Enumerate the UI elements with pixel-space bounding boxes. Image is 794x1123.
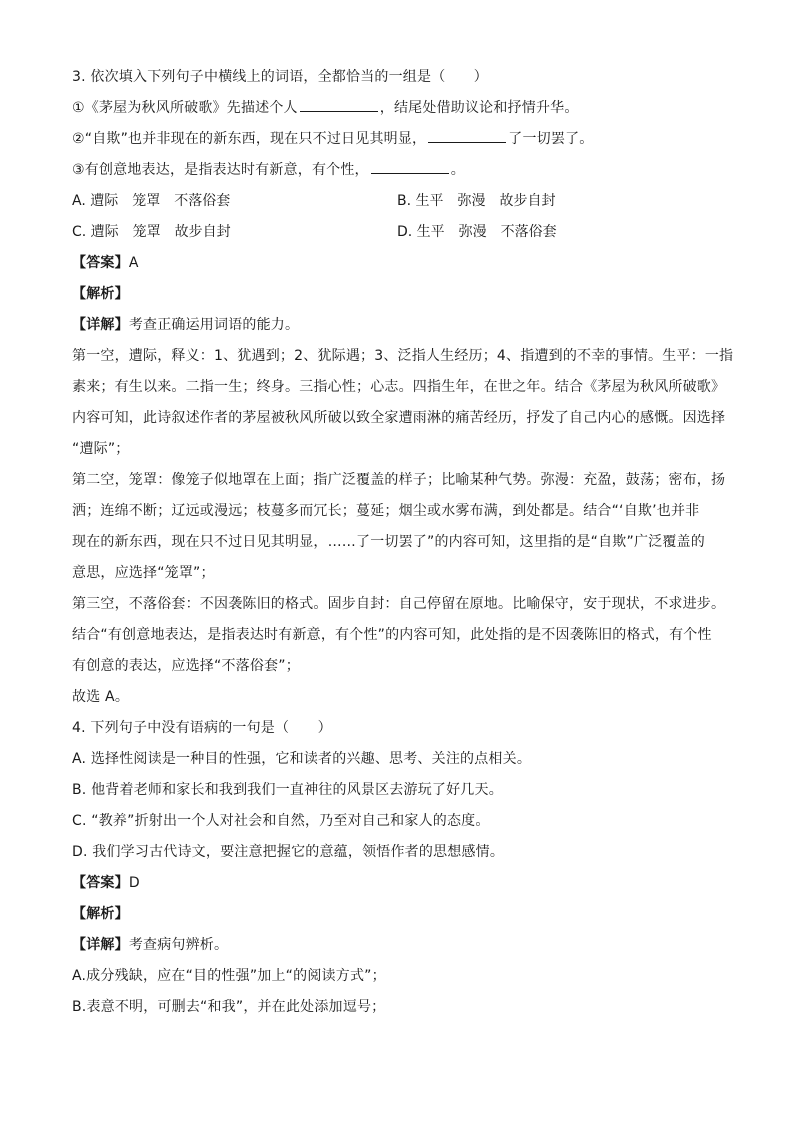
- question-3-options-row-1: [72, 186, 724, 217]
- explain-line: 素来；有生以来。二指一生；终身。三指心性；心志。四指生年，在世之年。结合《茅屋为秋风所破歌》: [72, 379, 726, 395]
- explain-line: A.成分残缺，应在“目的性强”加上“的阅读方式”；: [72, 968, 386, 984]
- q4-detail: [72, 930, 724, 961]
- explain-line: B.表意不明，可删去“和我”，并在此处添加逗号；: [72, 999, 386, 1015]
- sentence-2-before: ②“自欺”也并非现在的新东西，现在只不过日见其明显，: [72, 131, 427, 147]
- question-3-sentence-1: [72, 93, 724, 124]
- question-4-stem: 4. 下列句子中没有语病的一句是（ ）: [72, 720, 332, 736]
- q4-analysis-tag: [72, 899, 724, 930]
- sentence-1-after: ，结尾处借助议论和抒情升华。: [379, 100, 579, 116]
- answer-tag: 【答案】: [72, 875, 129, 891]
- q3-option-d: D. 生平 弥漫 不落俗套: [397, 224, 557, 240]
- answer-value: D: [128, 875, 140, 891]
- explain-line: 有创意的表达，应选择“不落俗套”；: [72, 658, 300, 674]
- q3-analysis-tag: [72, 279, 724, 310]
- analysis-tag: 【解析】: [72, 906, 129, 922]
- detail-intro: 考查病句辨析。: [128, 937, 229, 953]
- sentence-3-after: 。: [450, 162, 465, 178]
- explain-line: 故选 A。: [72, 689, 130, 705]
- q4-option-b: B. 他背着老师和家长和我到我们一直神往的风景区去游玩了好几天。: [72, 782, 503, 798]
- explain-line: 第三空，不落俗套：不因袭陈旧的格式。固步自封：自己停留在原地。比喻保守，安于现状，不求进步。: [72, 596, 726, 612]
- explain-line: 第二空，笼罩：像笼子似地罩在上面；指广泛覆盖的样子；比喻某种气势。弥漫：充盈，鼓荡；密布，扬: [72, 472, 726, 488]
- detail-intro: 考查正确运用词语的能力。: [128, 317, 300, 333]
- question-3-options-row-2: [72, 217, 724, 248]
- blank-1: [300, 97, 378, 112]
- detail-tag: 【详解】: [72, 317, 129, 333]
- detail-tag: 【详解】: [72, 937, 129, 953]
- analysis-tag: 【解析】: [72, 286, 129, 302]
- q3-answer: [72, 248, 724, 279]
- sentence-2-after: 了一切罢了。: [508, 131, 594, 147]
- q4-option-a: A. 选择性阅读是一种目的性强，它和读者的兴趣、思考、关注的点相关。: [72, 751, 532, 767]
- blank-2: [428, 128, 506, 143]
- answer-tag: 【答案】: [72, 255, 129, 271]
- q4-option-c: C. “教养”折射出一个人对社会和自然，乃至对自己和家人的态度。: [72, 813, 490, 829]
- q3-detail: [72, 310, 724, 341]
- explain-line: 意思，应选择“笼罩”；: [72, 565, 215, 581]
- explain-line: “遭际”；: [72, 441, 130, 457]
- sentence-3-before: ③有创意地表达，是指表达时有新意，有个性，: [72, 162, 369, 178]
- document-page: [72, 62, 734, 1023]
- q4-answer: [72, 868, 724, 899]
- q3-option-b: B. 生平 弥漫 故步自封: [397, 193, 556, 209]
- explain-line: 结合“有创意地表达，是指表达时有新意，有个性”的内容可知，此处指的是不因袭陈旧的格式，有个性: [72, 627, 712, 643]
- q3-option-a: A. 遭际 笼罩 不落俗套: [72, 193, 231, 209]
- q3-explanation: [72, 341, 734, 713]
- sentence-1-before: ①《茅屋为秋风所破歌》先描述个人: [72, 100, 298, 116]
- question-3-stem: 3. 依次填入下列句子中横线上的词语，全都恰当的一组是（ ）: [72, 69, 489, 85]
- question-3-sentence-3: [72, 155, 724, 186]
- explain-line: 现在的新东西，现在只不过日见其明显，……了一切罢了”的内容可知，这里指的是“自欺”广泛覆盖的: [72, 534, 705, 550]
- explain-line: 第一空，遭际，释义：1、犹遇到；2、犹际遇；3、泛指人生经历；4、指遭到的不幸的事情。生平：一指: [72, 348, 734, 364]
- explain-line: 洒；连绵不断；辽远或漫远；枝蔓多而冗长；蔓延；烟尘或水雾布满，到处都是。结合“‘自欺’也并非: [72, 503, 700, 519]
- answer-value: A: [128, 255, 139, 271]
- blank-3: [371, 159, 449, 174]
- q3-option-c: C. 遭际 笼罩 故步自封: [72, 224, 231, 240]
- q4-option-d: D. 我们学习古代诗文，要注意把握它的意蕴，领悟作者的思想感情。: [72, 844, 505, 860]
- question-3-sentence-2: [72, 124, 724, 155]
- explain-line: 内容可知，此诗叙述作者的茅屋被秋风所破以致全家遭雨淋的痛苦经历，抒发了自己内心的感慨。因选择: [72, 410, 726, 426]
